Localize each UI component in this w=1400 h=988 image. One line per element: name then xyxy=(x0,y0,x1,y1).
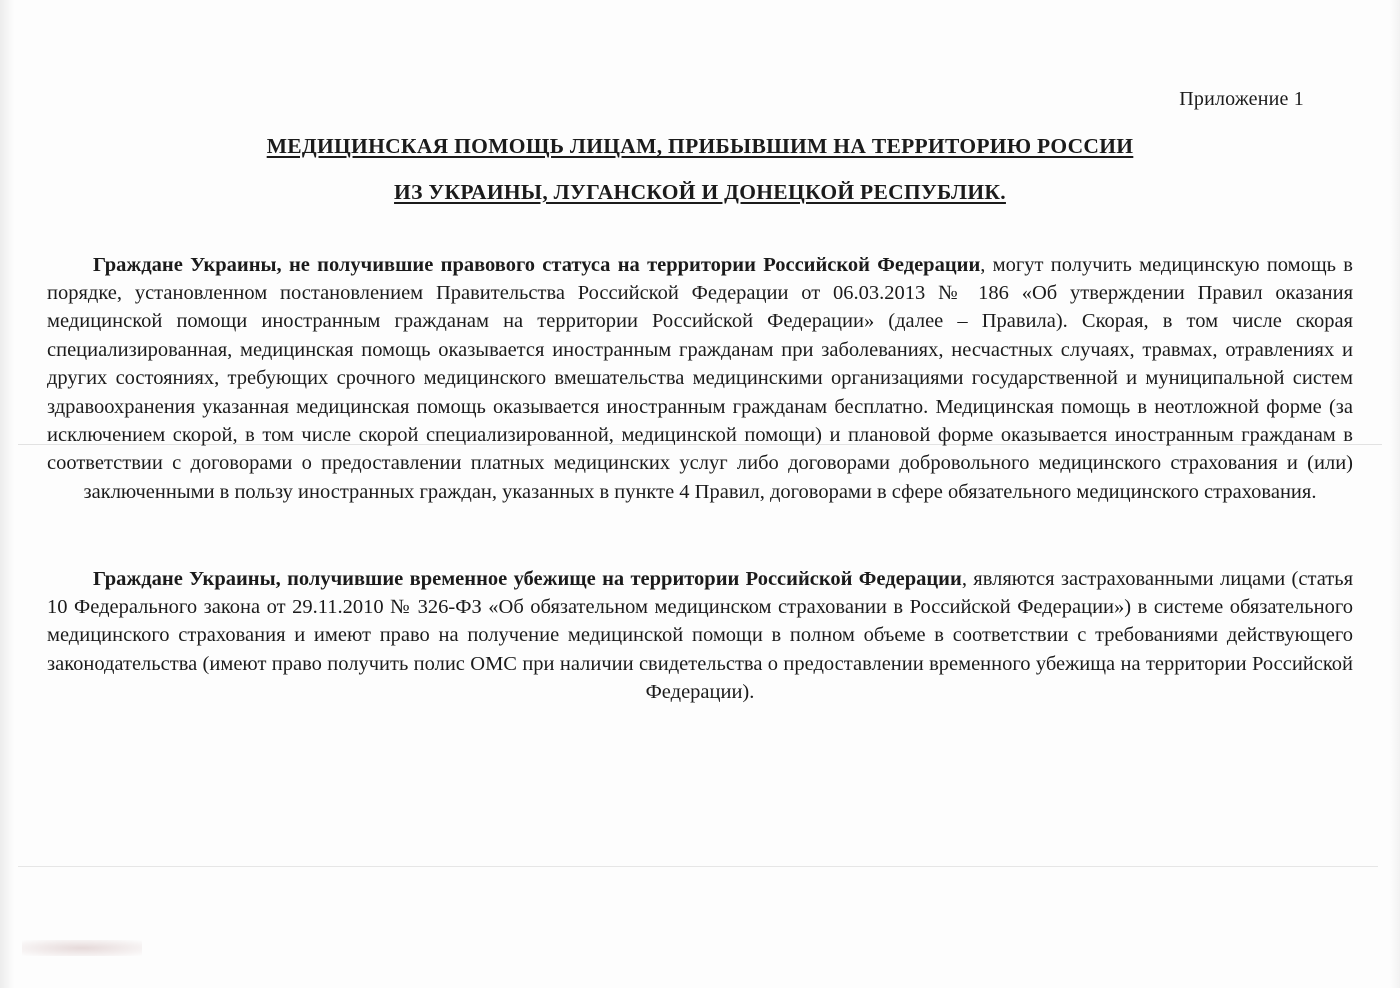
paragraph-1 xyxy=(47,251,1353,507)
title-line-1: МЕДИЦИНСКАЯ ПОМОЩЬ ЛИЦАМ, ПРИБЫВШИМ НА ТЕРРИТОРИЮ РОССИИ xyxy=(266,134,1134,158)
paragraph-2-text: , являются застрахованными лицами (статья 10 Федерального закона от 29.11.2010 № 326-ФЗ «Об обязательном медицинском страховании в Российской Федерации») в системе обязательного медицинского страхования и имеют право на получение медицинской помощи в полном объеме в соответствии с требованиями действующего законодательства (имеют право получить полис ОМС при наличии свидетельства о предоставлении временного убежища на территории Российской Федерации). xyxy=(47,567,1353,704)
paragraph-1-text: , могут получить медицинскую помощь в порядке, установленном постановлением Правительства Российской Федерации от 06.03.2013 № 186 «Об утверждении Правил оказания медицинской помощи иностранным гражданам на территории Российской Федерации» (далее – Правила). Скорая, в том числе скорая специализированная, медицинская помощь оказывается иностранным гражданам при заболеваниях, несчастных случаях, травмах, отравлениях и других состояниях, требующих срочного медицинского вмешательства медицинскими организациями государственной и муниципальной систем здравоохранения указанная медицинская помощь оказывается иностранным гражданам бесплатно. Медицинская помощь в неотложной форме (за исключением скорой, в том числе скорой специализированной, медицинской помощи) и плановой форме оказывается иностранным гражданам в соответствии с договорами о предоставлении платных медицинских услуг либо договорами добровольного медицинского страхования и (или) заключенными в пользу иностранных граждан, указанных в пункте 4 Правил, договорами в сфере обязательного медицинского страхования. xyxy=(47,253,1353,503)
scan-artifact-smudge xyxy=(22,940,142,956)
appendix-label: Приложение 1 xyxy=(1179,88,1304,110)
document-title xyxy=(0,136,1400,203)
paragraph-1-lead: Граждане Украины, не получившие правового статуса на территории Российской Федерации xyxy=(93,253,981,276)
scan-artifact-line-lower xyxy=(18,866,1378,867)
title-line-2: ИЗ УКРАИНЫ, ЛУГАНСКОЙ И ДОНЕЦКОЙ РЕСПУБЛИК. xyxy=(394,179,1006,204)
paragraph-2 xyxy=(47,565,1353,707)
paragraph-2-lead: Граждане Украины, получившие временное убежище на территории Российской Федерации xyxy=(93,567,962,590)
